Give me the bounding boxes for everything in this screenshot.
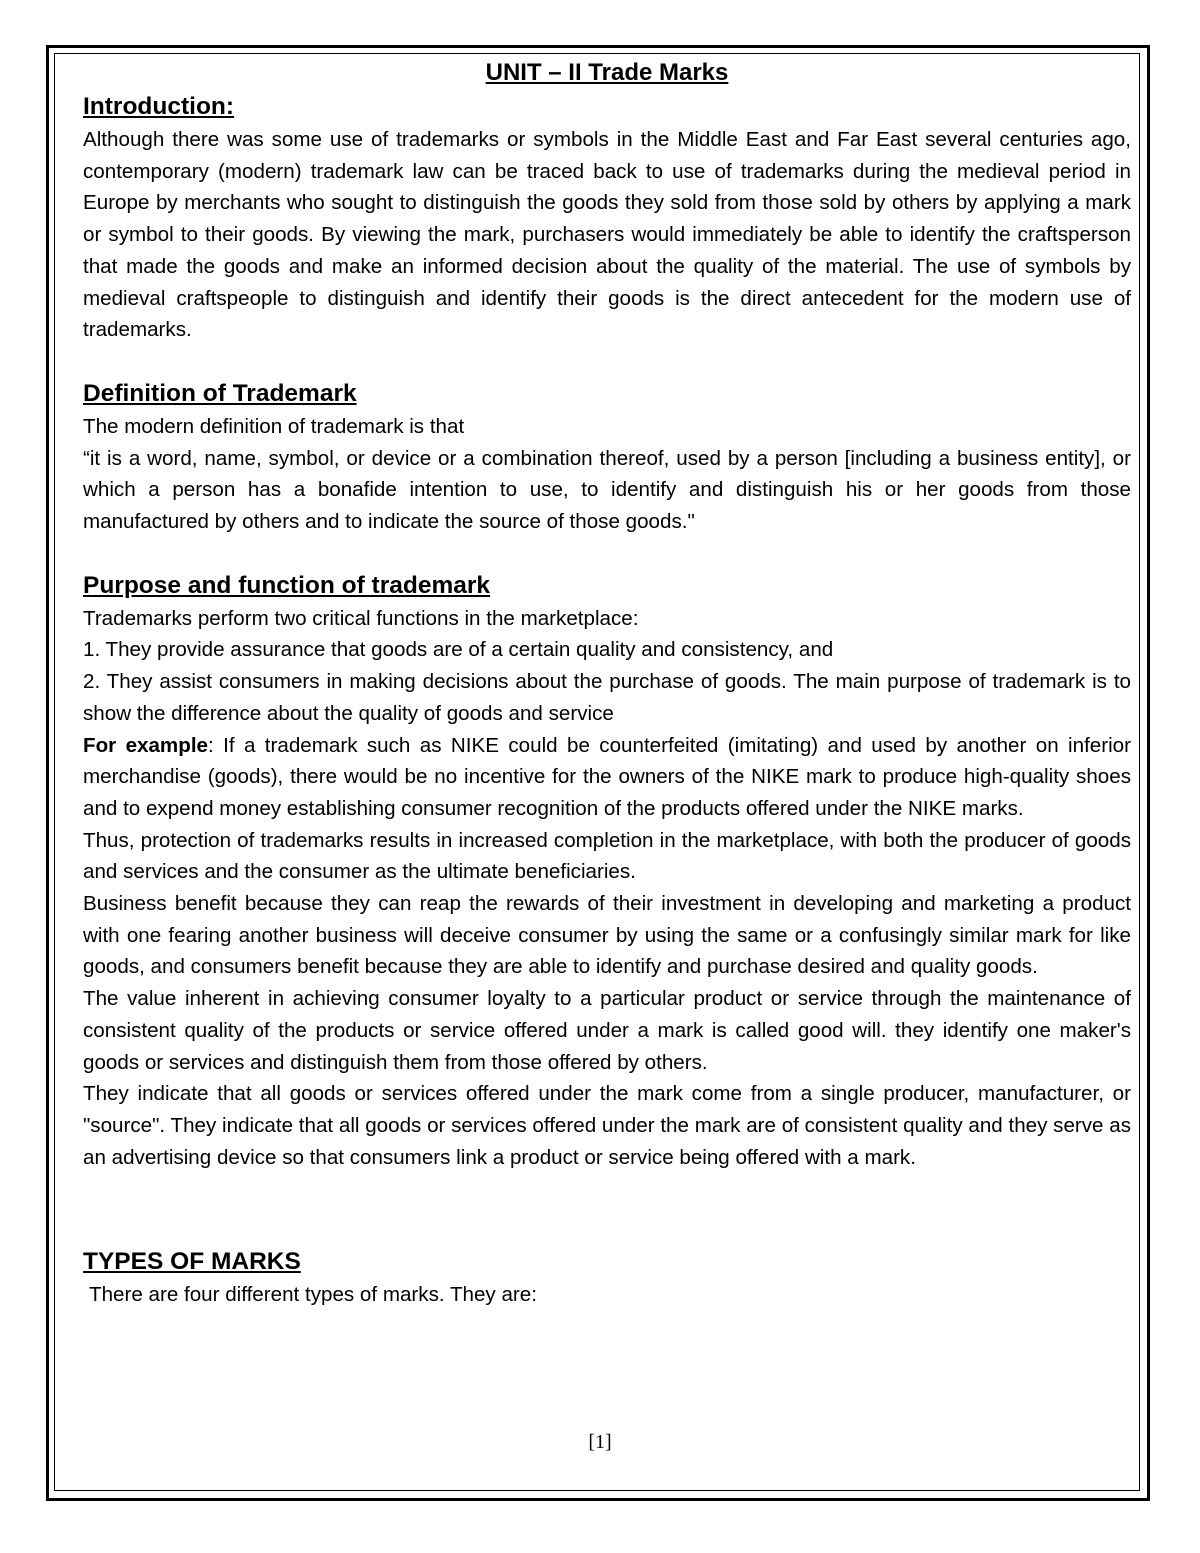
example-label: For example — [83, 733, 208, 757]
example-text: : If a trademark such as NIKE could be counterfeited (imitating) and used by another on inferior merchandise (goods), there would be no incentive for the owners of the NIKE mark to produce high-quality shoes and to expend money establishing consumer recognition of the products offered under the NIKE marks. — [83, 733, 1131, 820]
definition-quote: “it is a word, name, symbol, or device or a combination thereof, used by a person [including a business entity], or which a person has a bonafide intention to use, to identify and distinguish his or her goods from those manufactured by others and to indicate the source of those goods." — [83, 446, 1131, 534]
spacer — [83, 538, 1131, 569]
types-lead: There are four different types of marks. They are: — [89, 1283, 537, 1307]
introduction-body: Although there was some use of trademarks or symbols in the Middle East and Far East several centuries ago, contemporary (modern) trademark law can be traced back to use of trademarks during the medieval period in Europe by merchants who sought to distinguish the goods they sold from those sold by others by applying a mark or symbol to their goods. By viewing the mark, purchasers would immediately be able to identify the craftsperson that made the goods and make an informed decision about the quality of the material. The use of symbols by medieval craftspeople to distinguish and identify their goods is the direct antecedent for the modern use of trademarks. — [83, 128, 1131, 342]
purpose-lead: Trademarks perform two critical functions in the marketplace: — [83, 606, 639, 630]
purpose-item-2: 2. They assist consumers in making decisions about the purchase of goods. The main purpose of trademark is to show the difference about the quality of goods and service — [83, 670, 1131, 725]
purpose-heading: Purpose and function of trademark — [83, 571, 491, 599]
spacer — [83, 1173, 1131, 1245]
document-content — [83, 56, 1131, 1311]
purpose-para-thus: Thus, protection of trademarks results in increased completion in the marketplace, with both the producer of goods and services and the consumer as the ultimate beneficiaries. — [83, 828, 1131, 884]
definition-heading: Definition of Trademark — [83, 379, 357, 407]
purpose-example — [83, 730, 1131, 825]
unit-title: UNIT – II Trade Marks — [485, 59, 729, 86]
purpose-item-1: 1. They provide assurance that goods are of a certain quality and consistency, and — [83, 638, 834, 662]
introduction-heading: Introduction: — [83, 93, 235, 120]
purpose-para-indicate: They indicate that all goods or services offered under the mark come from a single producer, manufacturer, or "source". They indicate that all goods or services offered under the mark are of consistent quality and they serve as an advertising device so that consumers link a product or service being offered with a mark. — [83, 1082, 1131, 1169]
spacer — [83, 346, 1131, 377]
types-heading: TYPES OF MARKS — [83, 1248, 301, 1276]
purpose-para-value: The value inherent in achieving consumer loyalty to a particular product or service through the maintenance of consistent quality of the products or service offered under a mark is called good will. they identify one maker's goods or services and distinguish them from those offered by others. — [83, 987, 1131, 1074]
purpose-para-business: Business benefit because they can reap the rewards of their investment in developing and marketing a product with one fearing another business will deceive consumer by using the same or a confusingly similar mark for like goods, and consumers benefit because they are able to identify and purchase desired and quality goods. — [83, 892, 1131, 979]
page-number: [1] — [588, 1431, 612, 1453]
definition-lead: The modern definition of trademark is that — [83, 414, 465, 438]
